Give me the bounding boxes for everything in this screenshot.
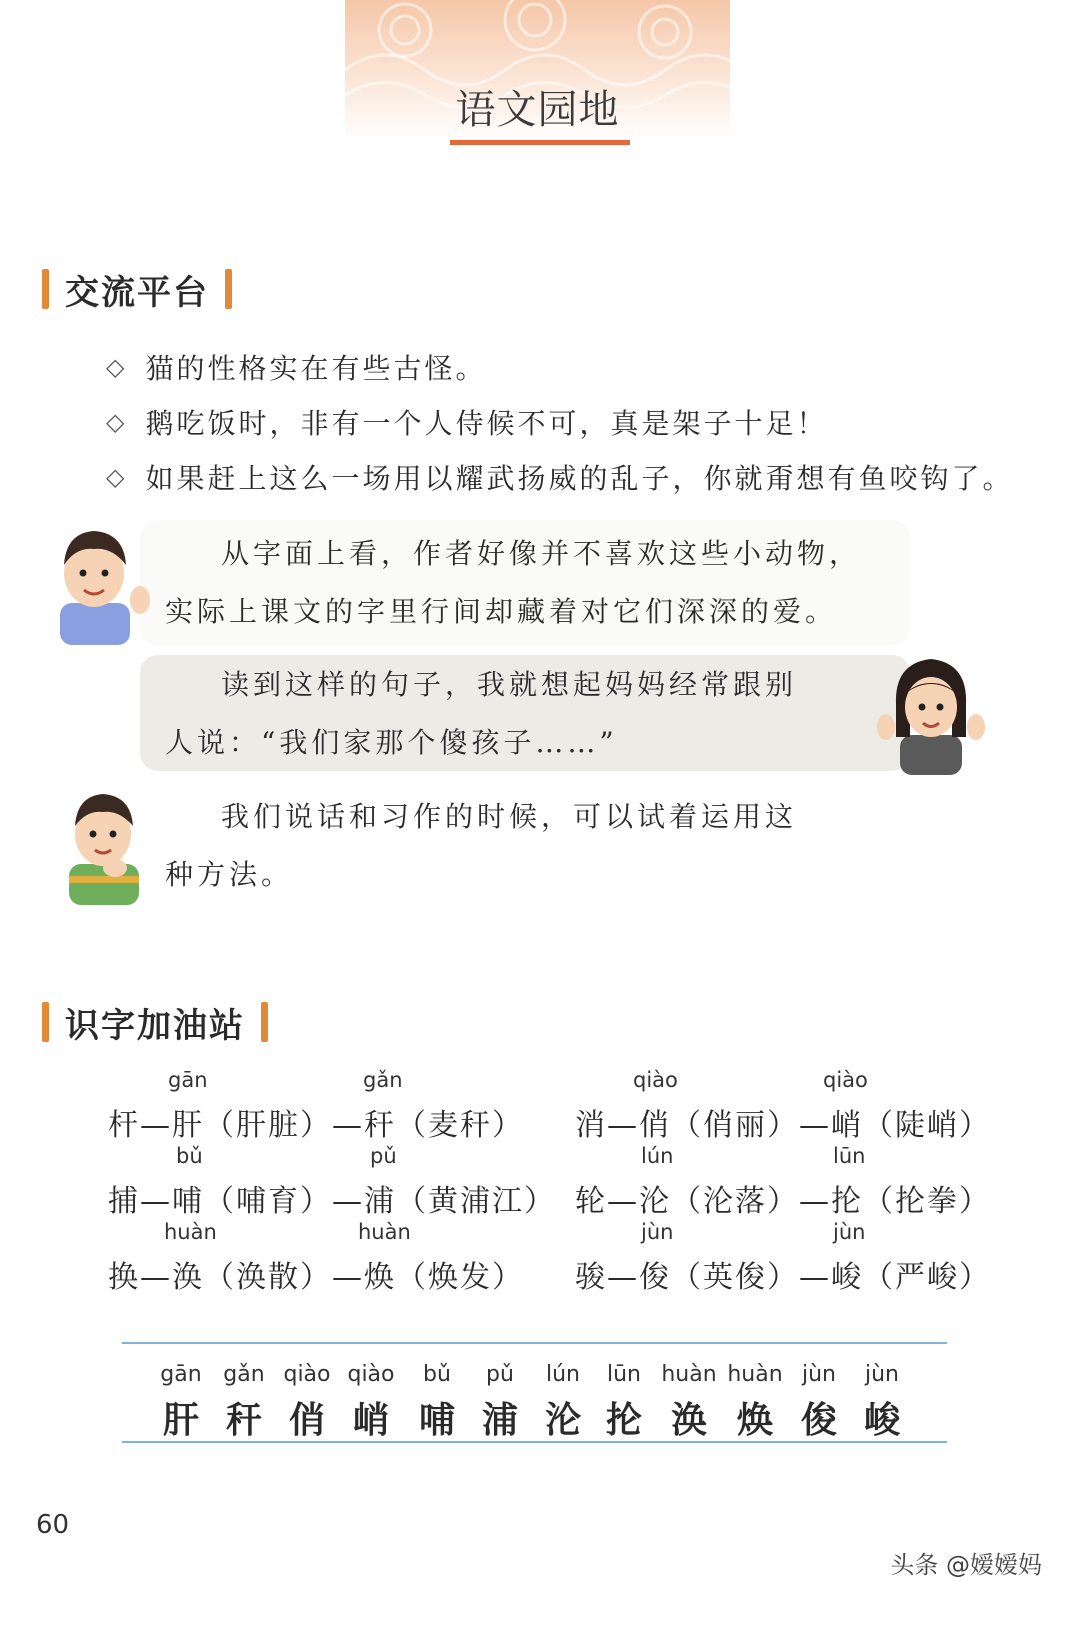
dialog-line: 读到这样的句子，我就想起妈妈经常跟别 xyxy=(221,668,798,701)
pinyin: bǔ xyxy=(176,1144,203,1168)
bullet-text: 鹅吃饭时，非有一个人侍候不可，真是架子十足！ xyxy=(145,407,828,440)
bullet-item xyxy=(106,345,486,389)
bullet-item xyxy=(106,400,827,444)
diamond-icon: ◇ xyxy=(106,463,128,491)
character: 秆 xyxy=(225,1399,262,1441)
character: 峭 xyxy=(352,1399,389,1441)
diamond-icon: ◇ xyxy=(106,353,128,381)
pinyin: qiào xyxy=(633,1068,678,1092)
pinyin: qiào xyxy=(283,1362,331,1387)
watermark: 头条 @嫒嫒妈 xyxy=(890,1551,1042,1579)
strip-word xyxy=(722,1362,788,1443)
pinyin: jùn xyxy=(833,1220,866,1244)
strip-word xyxy=(467,1362,533,1443)
boy-avatar-icon xyxy=(42,515,152,645)
character: 哺 xyxy=(418,1399,455,1441)
character: 抡 xyxy=(605,1399,642,1441)
char-group xyxy=(575,1220,1045,1300)
pinyin: qiào xyxy=(347,1362,395,1387)
char-group xyxy=(108,1220,578,1300)
character: 浦 xyxy=(481,1399,518,1441)
pinyin: lún xyxy=(641,1144,674,1168)
strip-word xyxy=(530,1362,596,1443)
pinyin: huàn xyxy=(661,1362,717,1387)
strip-word xyxy=(404,1362,470,1443)
pinyin: huàn xyxy=(164,1220,217,1244)
pinyin: bǔ xyxy=(423,1362,451,1387)
char-chain: 骏—俊（英俊）—峻（严峻） xyxy=(575,1260,991,1295)
strip-word xyxy=(849,1362,915,1443)
girl-avatar-icon xyxy=(876,645,986,775)
pinyin: huàn xyxy=(727,1362,783,1387)
dialog-line: 实际上课文的字里行间却藏着对它们深深的爱。 xyxy=(165,595,838,628)
character: 涣 xyxy=(670,1399,707,1441)
strip-rule-top xyxy=(122,1342,947,1344)
dialog-boy-2 xyxy=(165,788,797,904)
pinyin: jùn xyxy=(641,1220,674,1244)
pinyin: jùn xyxy=(802,1362,836,1387)
pinyin: lūn xyxy=(833,1144,866,1168)
bullet-text: 如果赶上这么一场用以耀武扬威的乱子，你就甭想有鱼咬钩了。 xyxy=(145,462,1014,495)
diamond-icon: ◇ xyxy=(106,408,128,436)
heading-bar-right xyxy=(225,269,232,309)
pinyin: jùn xyxy=(865,1362,899,1387)
strip-word xyxy=(338,1362,404,1443)
char-chain: 杆—肝（肝脏）—秆（麦秆） xyxy=(108,1108,524,1143)
section-heading-literacy xyxy=(42,1000,268,1044)
char-chain: 轮—沦（沦落）—抡（抡拳） xyxy=(575,1184,991,1219)
boy-thinking-avatar-icon xyxy=(55,780,155,905)
character: 俏 xyxy=(288,1399,325,1441)
bullet-text: 猫的性格实在有些古怪。 xyxy=(145,352,487,385)
character: 峻 xyxy=(863,1399,900,1441)
heading-bar-right xyxy=(261,1002,268,1042)
strip-word xyxy=(148,1362,214,1443)
character: 焕 xyxy=(736,1399,773,1441)
dialog-line: 种方法。 xyxy=(165,858,294,891)
pinyin: gān xyxy=(168,1068,208,1092)
char-chain: 换—涣（涣散）—焕（焕发） xyxy=(108,1260,524,1295)
section-heading-exchange xyxy=(42,267,232,311)
char-chain: 消—俏（俏丽）—峭（陡峭） xyxy=(575,1108,991,1143)
pinyin: pǔ xyxy=(370,1144,397,1168)
character: 沦 xyxy=(544,1399,581,1441)
page-title: 语文园地 xyxy=(455,87,620,133)
section-title: 识字加油站 xyxy=(65,1005,245,1046)
strip-word xyxy=(786,1362,852,1443)
pinyin: pǔ xyxy=(486,1362,514,1387)
pinyin: gān xyxy=(160,1362,202,1387)
character: 肝 xyxy=(162,1399,199,1441)
char-group xyxy=(575,1068,1045,1148)
pinyin: lún xyxy=(546,1362,580,1387)
char-chain: 捕—哺（哺育）—浦（黄浦江） xyxy=(108,1184,556,1219)
pinyin: qiào xyxy=(823,1068,868,1092)
pinyin: gǎn xyxy=(223,1362,265,1387)
dialog-boy-1 xyxy=(165,525,861,641)
strip-word xyxy=(591,1362,657,1443)
strip-word xyxy=(656,1362,722,1443)
char-group xyxy=(108,1068,578,1148)
character: 俊 xyxy=(800,1399,837,1441)
dialog-line: 我们说话和习作的时候，可以试着运用这 xyxy=(221,800,798,833)
dialog-girl xyxy=(165,656,797,772)
char-group xyxy=(108,1144,578,1224)
title-underline xyxy=(450,140,630,145)
dialog-line: 人说：“我们家那个傻孩子……” xyxy=(165,726,618,759)
section-title: 交流平台 xyxy=(65,272,209,313)
pinyin: huàn xyxy=(358,1220,411,1244)
pinyin: lūn xyxy=(607,1362,641,1387)
heading-bar-left xyxy=(42,1002,49,1042)
dialog-line: 从字面上看，作者好像并不喜欢这些小动物， xyxy=(221,537,862,570)
char-group xyxy=(575,1144,1045,1224)
strip-word xyxy=(274,1362,340,1443)
pinyin: gǎn xyxy=(363,1068,403,1092)
strip-word xyxy=(211,1362,277,1443)
bullet-item xyxy=(106,455,1013,499)
page-number: 60 xyxy=(36,1510,70,1540)
heading-bar-left xyxy=(42,269,49,309)
